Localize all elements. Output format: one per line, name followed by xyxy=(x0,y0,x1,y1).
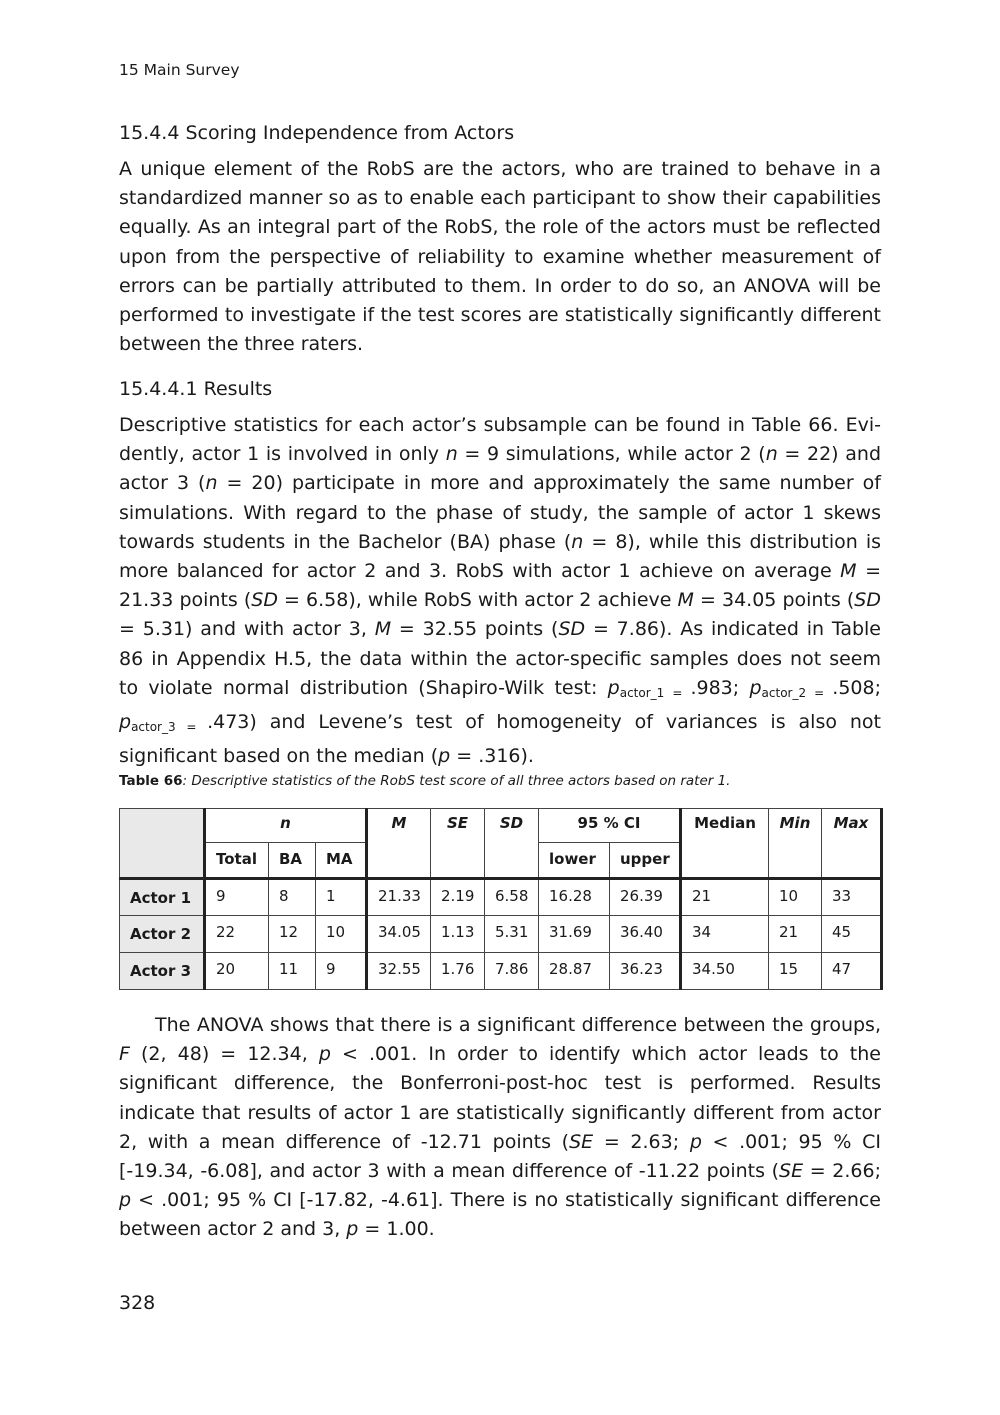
header-median: Median xyxy=(681,809,769,879)
header-corner xyxy=(120,809,205,879)
header-se: SE xyxy=(431,809,485,879)
header-mean: M xyxy=(367,809,431,879)
cell-min: 21 xyxy=(769,916,822,953)
cell-total: 20 xyxy=(205,953,269,990)
cell-min: 10 xyxy=(769,879,822,916)
cell-ba: 11 xyxy=(269,953,316,990)
descriptive-stats-table xyxy=(119,808,883,990)
header-upper: upper xyxy=(610,843,681,879)
cell-total: 22 xyxy=(205,916,269,953)
table-row xyxy=(120,916,882,953)
cell-se: 1.76 xyxy=(431,953,485,990)
cell-max: 47 xyxy=(822,953,882,990)
cell-median: 34 xyxy=(681,916,769,953)
cell-ma: 1 xyxy=(316,879,367,916)
header-ma: MA xyxy=(316,843,367,879)
row-label: Actor 3 xyxy=(120,953,205,990)
header-sd: SD xyxy=(485,809,539,879)
cell-se: 2.19 xyxy=(431,879,485,916)
cell-max: 33 xyxy=(822,879,882,916)
row-label: Actor 2 xyxy=(120,916,205,953)
cell-lower: 16.28 xyxy=(539,879,610,916)
cell-median: 34.50 xyxy=(681,953,769,990)
cell-se: 1.13 xyxy=(431,916,485,953)
cell-max: 45 xyxy=(822,916,882,953)
paragraph-anova: The ANOVA shows that there is a significant difference between the groups, F (2, 48) = 12.34, p < .001. In order to identify which actor leads to the significant difference, the Bonferroni-post-hoc test is performed. Results indicate that results of actor 1 are statistically significantly different from actor 2, with a mean difference of -12.71 points (SE = 2.63; p < .001; 95 % CI [-19.34, -6.08], and actor 3 with a mean difference of -11.22 points (SE = 2.66; p < .001; 95 % CI [-17.82, -4.61]. There is no statistically significant difference between actor 2 and 3, p = 1.00. xyxy=(119,1014,881,1241)
cell-median: 21 xyxy=(681,879,769,916)
cell-upper: 36.23 xyxy=(610,953,681,990)
cell-upper: 36.40 xyxy=(610,916,681,953)
cell-min: 15 xyxy=(769,953,822,990)
header-lower: lower xyxy=(539,843,610,879)
row-label: Actor 1 xyxy=(120,879,205,916)
cell-ma: 10 xyxy=(316,916,367,953)
paragraph-intro: A unique element of the RobS are the actors, who are trained to behave in a standardized manner so as to enable each participant to show their capabilities equally. As an integral part of the RobS, the role of the actors must be reflected upon from the perspective of reliability to examine whether measurement of errors can be partially attributed to them. In order to do so, an ANOVA will be performed to investigate if the test scores are statistically significantly different between the three raters. xyxy=(119,158,881,356)
running-head: 15 Main Survey xyxy=(119,61,240,79)
section-title: 15.4.4 Scoring Independence from Actors xyxy=(119,122,515,144)
cell-lower: 28.87 xyxy=(539,953,610,990)
cell-ma: 9 xyxy=(316,953,367,990)
table-row xyxy=(120,879,882,916)
cell-sd: 5.31 xyxy=(485,916,539,953)
table-caption: Table 66: Descriptive statistics of the RobS test score of all three actors based on rater 1. xyxy=(119,773,731,789)
cell-sd: 7.86 xyxy=(485,953,539,990)
cell-mean: 34.05 xyxy=(367,916,431,953)
cell-ba: 8 xyxy=(269,879,316,916)
cell-sd: 6.58 xyxy=(485,879,539,916)
header-ba: BA xyxy=(269,843,316,879)
header-min: Min xyxy=(769,809,822,879)
cell-upper: 26.39 xyxy=(610,879,681,916)
cell-lower: 31.69 xyxy=(539,916,610,953)
table-row xyxy=(120,953,882,990)
cell-mean: 21.33 xyxy=(367,879,431,916)
cell-ba: 12 xyxy=(269,916,316,953)
header-max: Max xyxy=(822,809,882,879)
header-ci: 95 % CI xyxy=(539,809,681,843)
cell-total: 9 xyxy=(205,879,269,916)
header-total: Total xyxy=(205,843,269,879)
cell-mean: 32.55 xyxy=(367,953,431,990)
header-n: n xyxy=(205,809,367,843)
paragraph-results: Descriptive statistics for each actor’s subsample can be found in Table 66. Evidently, actor 1 is involved in only n = 9 simulations, while actor 2 (n = 22) and actor 3 (n = 20) participate in more and approximately the same number of simulations. With regard to the phase of study, the sample of actor 1 skews towards students in the Bachelor (BA) phase (n = 8), while this distribution is more balanced for actor 2 and 3. RobS with actor 1 achieve on average M = 21.33 points (SD = 6.58), while RobS with actor 2 achieve M = 34.05 points (SD = 5.31) and with actor 3, M = 32.55 points (SD = 7.86). As indicated in Table 86 in Appendix H.5, the data within the actor-specific samples does not seem to violate normal distribution (Shapiro-Wilk test: $p_{actor\_1 =}$ .983; $p_{actor\_2 =}$ .508; $p_{actor\_3 =}$ .473) and Levene’s test of homogeneity of variances is also not significant based on the median (p = .316). xyxy=(119,414,882,768)
subsection-title: 15.4.4.1 Results xyxy=(119,378,273,400)
page-number: 328 xyxy=(119,1292,156,1314)
